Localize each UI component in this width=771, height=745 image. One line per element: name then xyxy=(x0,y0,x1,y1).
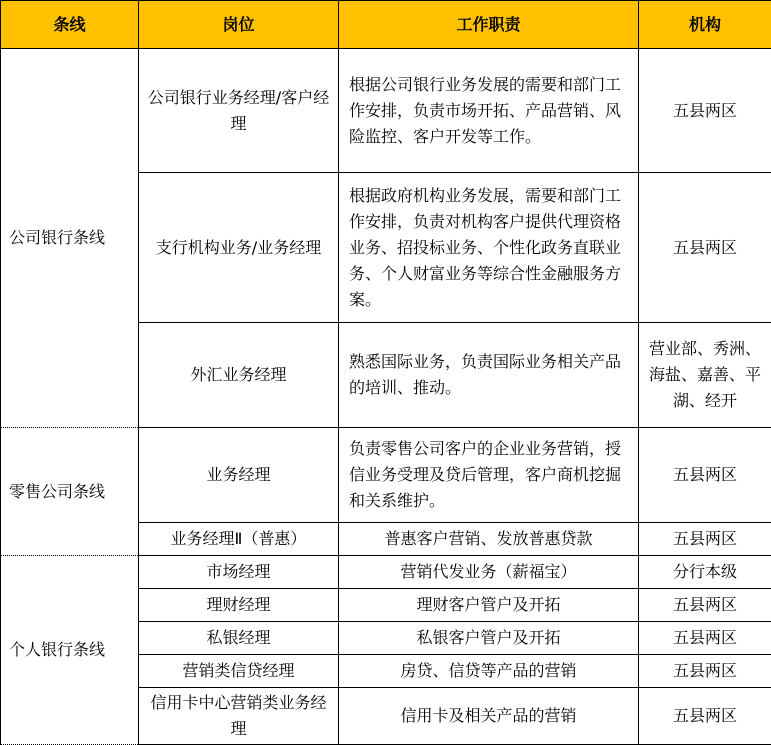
org-cell: 五县两区 xyxy=(639,622,771,655)
post-cell: 外汇业务经理 xyxy=(139,323,339,428)
header-row xyxy=(1,1,771,49)
org-cell: 五县两区 xyxy=(639,655,771,688)
org-cell: 五县两区 xyxy=(639,173,771,323)
duty-cell: 私银客户管户及开拓 xyxy=(339,622,639,655)
duty-cell: 熟悉国际业务，负责国际业务相关产品的培训、推动。 xyxy=(339,323,639,428)
duty-cell: 信用卡及相关产品的营销 xyxy=(339,688,639,745)
header-line: 条线 xyxy=(1,1,139,49)
header-post: 岗位 xyxy=(139,1,339,49)
post-cell: 信用卡中心营销类业务经理 xyxy=(139,688,339,745)
table-row xyxy=(1,556,771,589)
duty-cell: 根据公司银行业务发展的需要和部门工作安排，负责市场开拓、产品营销、风险监控、客户开发等工作。 xyxy=(339,49,639,173)
header-org: 机构 xyxy=(639,1,771,49)
duty-cell: 根据政府机构业务发展，需要和部门工作安排，负责对机构客户提供代理资格业务、招投标业务、个性化政务直联业务、个人财富业务等综合性金融服务方案。 xyxy=(339,173,639,323)
group-retail-corporate: 零售公司条线 xyxy=(1,428,139,556)
duty-cell: 房贷、信贷等产品的营销 xyxy=(339,655,639,688)
duty-cell: 理财客户管户及开拓 xyxy=(339,589,639,622)
org-cell: 营业部、秀洲、海盐、嘉善、平湖、经开 xyxy=(639,323,771,428)
post-cell: 市场经理 xyxy=(139,556,339,589)
post-cell: 业务经理Ⅱ（普惠） xyxy=(139,523,339,556)
post-cell: 公司银行业务经理/客户经理 xyxy=(139,49,339,173)
org-cell: 五县两区 xyxy=(639,49,771,173)
org-cell: 五县两区 xyxy=(639,589,771,622)
post-cell: 理财经理 xyxy=(139,589,339,622)
org-cell: 五县两区 xyxy=(639,523,771,556)
group-personal: 个人银行条线 xyxy=(1,556,139,745)
duty-cell: 营销代发业务（薪福宝） xyxy=(339,556,639,589)
table-row xyxy=(1,428,771,523)
post-cell: 支行机构业务/业务经理 xyxy=(139,173,339,323)
duty-cell: 普惠客户营销、发放普惠贷款 xyxy=(339,523,639,556)
post-cell: 业务经理 xyxy=(139,428,339,523)
duty-cell: 负责零售公司客户的企业业务营销，授信业务受理及贷后管理，客户商机挖掘和关系维护。 xyxy=(339,428,639,523)
post-cell: 营销类信贷经理 xyxy=(139,655,339,688)
org-cell: 分行本级 xyxy=(639,556,771,589)
post-cell: 私银经理 xyxy=(139,622,339,655)
header-duty: 工作职责 xyxy=(339,1,639,49)
org-cell: 五县两区 xyxy=(639,688,771,745)
org-cell: 五县两区 xyxy=(639,428,771,523)
group-corporate: 公司银行条线 xyxy=(1,49,139,428)
table-row xyxy=(1,49,771,173)
